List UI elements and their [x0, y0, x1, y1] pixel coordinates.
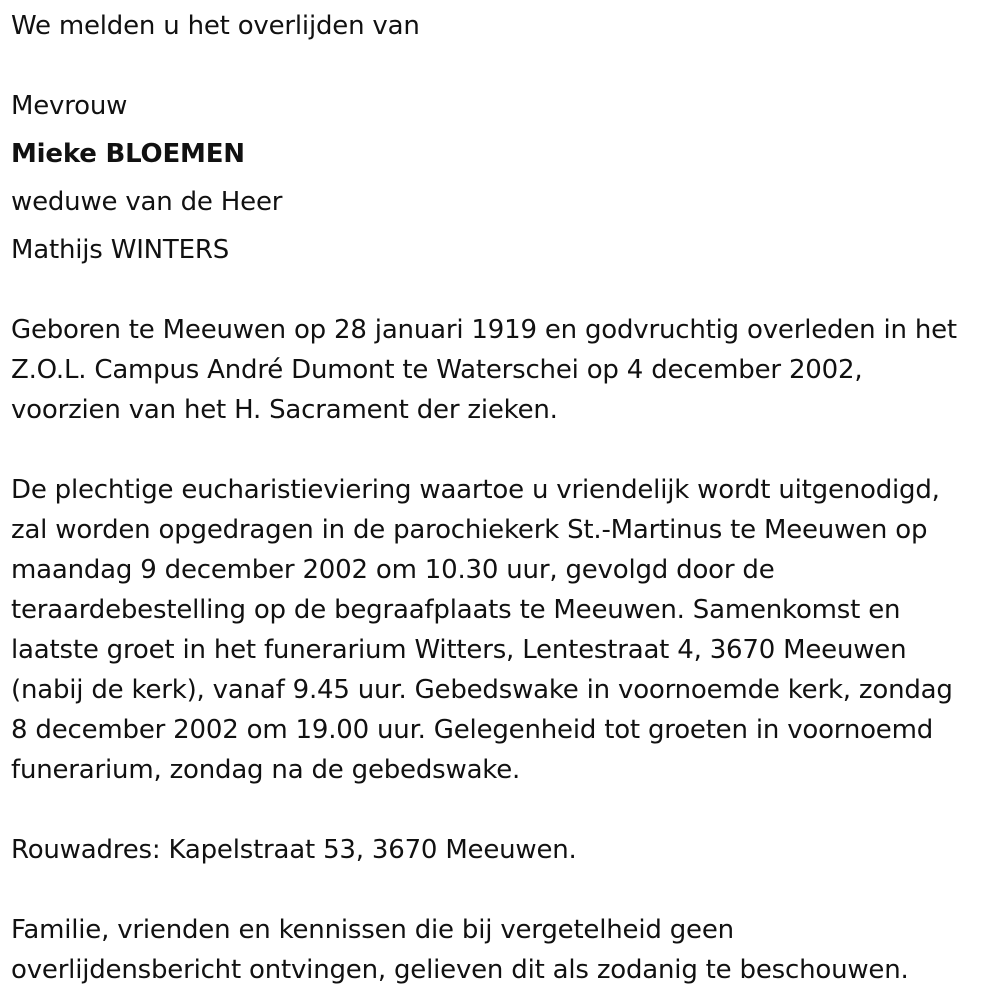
- paragraph-line: 8 december 2002 om 19.00 uur. Gelegenheid tot groeten in voornoemd: [11, 715, 934, 745]
- paragraph-line: Familie, vrienden en kennissen die bij vergetelheid geen: [11, 915, 734, 945]
- deceased-name: Mieke BLOEMEN: [11, 139, 245, 169]
- service-paragraph: [11, 470, 953, 790]
- birth-death-paragraph: [11, 310, 957, 430]
- paragraph-line: maandag 9 december 2002 om 10.30 uur, gevolgd door de: [11, 555, 775, 585]
- paragraph-line: laatste groet in het funerarium Witters, Lentestraat 4, 3670 Meeuwen: [11, 635, 907, 665]
- paragraph-line: overlijdensbericht ontvingen, gelieven dit als zodanig te beschouwen.: [11, 955, 909, 985]
- mourning-address: [11, 830, 577, 870]
- paragraph-line: De plechtige eucharistieviering waartoe u vriendelijk wordt uitgenodigd,: [11, 475, 940, 505]
- paragraph-line: Geboren te Meeuwen op 28 januari 1919 en godvruchtig overleden in het: [11, 315, 957, 345]
- address-line: Rouwadres: Kapelstraat 53, 3670 Meeuwen.: [11, 835, 577, 865]
- family-note-paragraph: [11, 910, 909, 990]
- paragraph-line: teraardebestelling op de begraafplaats te Meeuwen. Samenkomst en: [11, 595, 901, 625]
- spouse-name: Mathijs WINTERS: [11, 235, 230, 265]
- paragraph-line: funerarium, zondag na de gebedswake.: [11, 755, 521, 785]
- paragraph-line: Z.O.L. Campus André Dumont te Waterschei op 4 december 2002,: [11, 355, 863, 385]
- paragraph-line: (nabij de kerk), vanaf 9.45 uur. Gebedswake in voornoemde kerk, zondag: [11, 675, 953, 705]
- salutation: Mevrouw: [11, 91, 128, 121]
- paragraph-line: zal worden opgedragen in de parochiekerk St.-Martinus te Meeuwen op: [11, 515, 928, 545]
- paragraph-line: voorzien van het H. Sacrament der zieken.: [11, 395, 558, 425]
- intro-text: We melden u het overlijden van: [11, 11, 420, 41]
- spouse-label: weduwe van de Heer: [11, 187, 283, 217]
